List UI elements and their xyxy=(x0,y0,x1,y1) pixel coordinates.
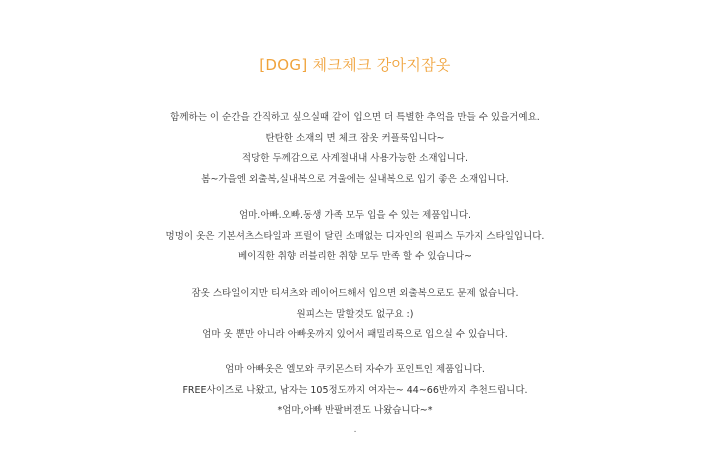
description-paragraph-1 xyxy=(0,108,710,190)
description-line: 탄탄한 소재의 면 체크 잠옷 커플룩입니다~ xyxy=(265,132,445,144)
description-line: 베이직한 취향 러블리한 취향 모두 만족 할 수 있습니다~ xyxy=(237,251,472,262)
description-line: 봄~가을엔 외출복,실내복으로 겨울에는 실내복으로 입기 좋은 소재입니다. xyxy=(201,173,509,185)
description-line: FREE사이즈로 나왔고, 남자는 105정도까지 여자는~ 44~66반까지 추천드립니다. xyxy=(182,384,528,396)
description-line: 엄마 아빠옷은 엘모와 쿠키몬스터 자수가 포인트인 제품입니다. xyxy=(225,364,485,375)
product-title: [DOG] 체크체크 강아지잠옷 xyxy=(259,56,451,74)
description-paragraph-4 xyxy=(0,360,710,422)
description-line: 적당한 두께감으로 사계절내내 사용가능한 소재입니다. xyxy=(241,153,469,164)
description-paragraph-2 xyxy=(0,206,710,268)
description-line: *엄마,아빠 반팔버젼도 나왔습니다~* xyxy=(277,405,433,416)
trailing-mark: . xyxy=(353,425,357,435)
description-line: 엄마.아빠.오빠.동생 가족 모두 입을 수 있는 제품입니다. xyxy=(238,210,472,221)
description-line: 멍멍이 옷은 기본셔츠스타일과 프릴이 달린 소매없는 디자인의 원피스 두가지 스타일입니다. xyxy=(165,230,545,242)
description-line: 함께하는 이 순간을 간직하고 싶으실때 같이 입으면 더 특별한 추억을 만들 수 있을거예요. xyxy=(170,112,540,123)
description-line: 잠옷 스타일이지만 티셔츠와 레이어드해서 입으면 외출복으로도 문제 없습니다. xyxy=(191,288,519,299)
description-line: 엄마 옷 뿐만 아니라 아빠옷까지 있어서 패밀리룩으로 입으실 수 있습니다. xyxy=(202,329,508,340)
description-paragraph-3 xyxy=(0,284,710,346)
description-line: 원피스는 말할것도 없구요 :) xyxy=(296,308,414,320)
